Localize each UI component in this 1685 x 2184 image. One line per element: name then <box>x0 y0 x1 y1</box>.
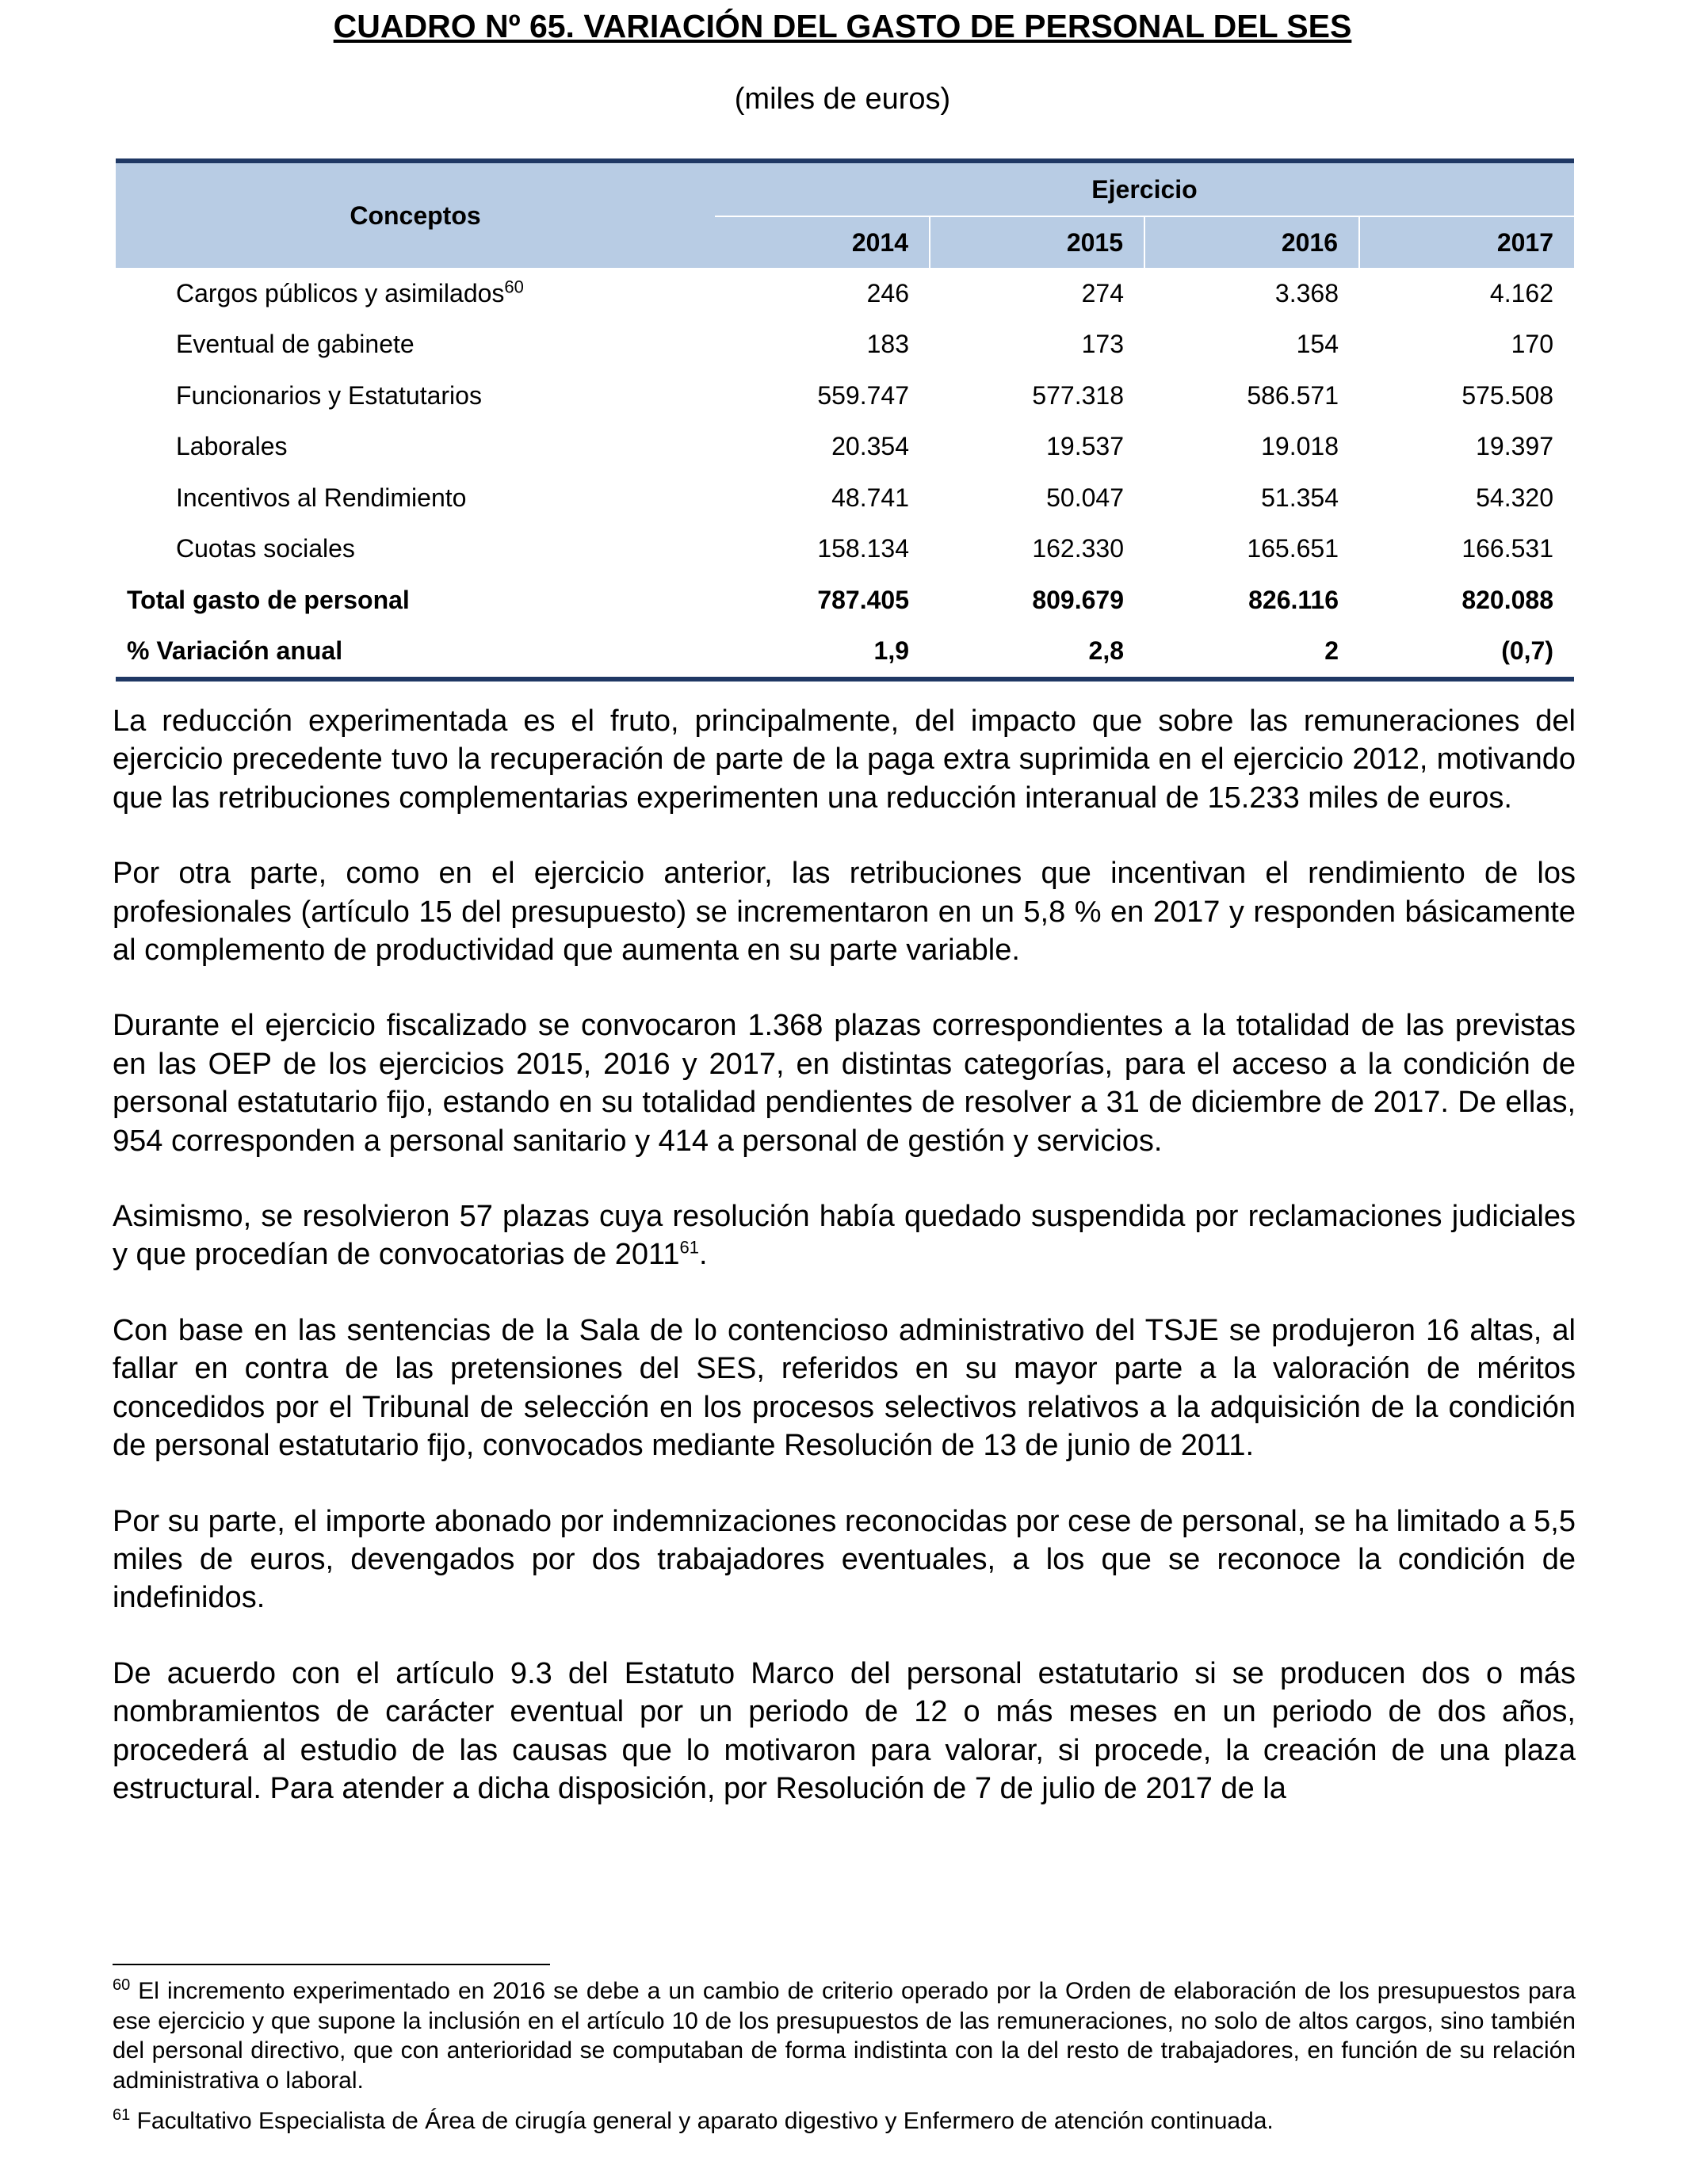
cell-value: 274 <box>1081 278 1124 307</box>
cell-value: 559.747 <box>817 380 909 410</box>
table-subtitle: (miles de euros) <box>734 82 951 116</box>
cell-value: 183 <box>866 330 909 359</box>
cell-value: 165.651 <box>1247 534 1339 563</box>
cell-value: 20.354 <box>831 432 909 461</box>
cell-value: 166.531 <box>1461 534 1553 563</box>
cell-value: 19.397 <box>1476 432 1553 461</box>
cell-value: 50.047 <box>1046 483 1124 512</box>
expense-table <box>116 163 1574 677</box>
footnote-ref: 60 <box>504 277 524 297</box>
cell-value: 51.354 <box>1261 483 1339 512</box>
cell-value: 154 <box>1296 330 1339 359</box>
row-label: Laborales <box>176 432 288 461</box>
footnote-separator <box>113 1964 550 1965</box>
cell-value: 820.088 <box>1461 585 1553 614</box>
header-year: 2017 <box>1359 216 1574 268</box>
cell-value: 575.508 <box>1461 380 1553 410</box>
paragraph-tail: . <box>698 1238 708 1272</box>
cell-value: 1,9 <box>873 636 909 666</box>
table-row <box>116 370 1574 422</box>
header-concepts: Conceptos <box>116 163 715 268</box>
cell-value: 826.116 <box>1248 585 1339 614</box>
body-text <box>113 702 1576 1845</box>
cell-value: 4.162 <box>1489 278 1553 307</box>
row-label: % Variación anual <box>127 636 343 666</box>
paragraph-text: Asimismo, se resolvieron 57 plazas cuya resolución había quedado suspendida por reclamaciones judiciales y que procedían de convocatorias de 2011 <box>113 1200 1576 1272</box>
table-bottom-rule <box>116 677 1574 682</box>
table-row <box>116 268 1574 319</box>
row-label: Cuotas sociales <box>176 534 355 563</box>
cell-value: 173 <box>1081 330 1124 359</box>
cell-value: 3.368 <box>1274 278 1339 307</box>
footnote-mark: 61 <box>113 2106 131 2124</box>
footnote-ref: 61 <box>679 1237 699 1258</box>
footnote-text: El incremento experimentado en 2016 se debe a un cambio de criterio operado por la Orden de elaboración de los presupuestos para ese ejercicio y que supone la inclusión en el artículo 10 de los presupuestos de las remuneraciones, no solo de altos cargos, sino también del personal directivo, que con anterioridad se computaban de forma indistinta con la del resto de trabajadores, en función de su relación administrativa o laboral. <box>113 1978 1576 2094</box>
row-label <box>116 268 715 319</box>
paragraph: Con base en las sentencias de la Sala de lo contencioso administrativo del TSJE se produjeron 16 altas, al fallar en contra de las pretensiones del SES, referidos en su mayor parte a la valoración de méritos concedidos por el Tribunal de selección en los procesos selectivos relativos a la adquisición de la condición de personal estatutario fijo, convocados mediante Resolución de 13 de junio de 2011. <box>113 1313 1576 1463</box>
cell-value: 577.318 <box>1032 380 1124 410</box>
footnote <box>113 2106 1576 2136</box>
footnotes <box>113 1976 1576 2148</box>
header-ejercicio: Ejercicio <box>715 163 1574 216</box>
row-label: Funcionarios y Estatutarios <box>176 380 482 410</box>
cell-value: 2,8 <box>1088 636 1124 666</box>
cell-value: 54.320 <box>1476 483 1553 512</box>
expense-table-container <box>116 158 1574 682</box>
table-title: CUADRO Nº 65. VARIACIÓN DEL GASTO DE PERSONAL DEL SES <box>333 8 1352 44</box>
cell-value: 246 <box>866 278 909 307</box>
footnote-mark: 60 <box>113 1976 131 1994</box>
header-year: 2016 <box>1144 216 1359 268</box>
footnote <box>113 1976 1576 2095</box>
cell-value: 162.330 <box>1032 534 1124 563</box>
cell-value: 19.537 <box>1046 432 1124 461</box>
table-row <box>116 422 1574 473</box>
paragraph <box>113 1197 1576 1274</box>
header-year: 2015 <box>930 216 1144 268</box>
paragraph: De acuerdo con el artículo 9.3 del Estatuto Marco del personal estatutario si se producen dos o más nombramientos de carácter eventual por un periodo de 12 o más meses en un periodo de dos años, procederá al estudio de las causas que lo motivaron para valorar, si procede, la creación de una plaza estructural. Para atender a dicha disposición, por Resolución de 7 de julio de 2017 de la <box>113 1656 1576 1805</box>
row-label: Total gasto de personal <box>127 585 410 614</box>
cell-value: 170 <box>1511 330 1553 359</box>
paragraph: La reducción experimentada es el fruto, principalmente, del impacto que sobre las remuneraciones del ejercicio precedente tuvo la recuperación de parte de la paga extra suprimida en el ejercicio 2012, motivando que las retribuciones complementarias experimenten una reducción interanual de 15.233 miles de euros. <box>113 704 1576 815</box>
total-row <box>116 575 1574 626</box>
paragraph: Por su parte, el importe abonado por indemnizaciones reconocidas por cese de personal, se ha limitado a 5,5 miles de euros, devengados por dos trabajadores eventuales, a los que se reconoce la condición de indefinidos. <box>113 1504 1576 1615</box>
row-label: Incentivos al Rendimiento <box>176 483 467 512</box>
table-row <box>116 524 1574 575</box>
footnote-text: Facultativo Especialista de Área de cirugía general y aparato digestivo y Enfermero de atención continuada. <box>130 2108 1274 2134</box>
variation-row <box>116 626 1574 678</box>
cell-value: 48.741 <box>831 483 909 512</box>
cell-value: 787.405 <box>817 585 909 614</box>
table-row <box>116 472 1574 524</box>
row-label-text: Cargos públicos y asimilados <box>176 278 505 307</box>
cell-value: 158.134 <box>817 534 909 563</box>
cell-value: 19.018 <box>1261 432 1339 461</box>
cell-value: (0,7) <box>1501 636 1553 666</box>
table-row <box>116 319 1574 371</box>
row-label: Eventual de gabinete <box>176 330 415 359</box>
cell-value: 586.571 <box>1247 380 1339 410</box>
cell-value: 809.679 <box>1032 585 1124 614</box>
paragraph: Durante el ejercicio fiscalizado se convocaron 1.368 plazas correspondientes a la totalidad de las previstas en las OEP de los ejercicios 2015, 2016 y 2017, en distintas categorías, para el acceso a la condición de personal estatutario fijo, estando en su totalidad pendientes de resolver a 31 de diciembre de 2017. De ellas, 954 corresponden a personal sanitario y 414 a personal de gestión y servicios. <box>113 1009 1576 1158</box>
paragraph: Por otra parte, como en el ejercicio anterior, las retribuciones que incentivan el rendimiento de los profesionales (artículo 15 del presupuesto) se incrementaron en un 5,8 % en 2017 y responden básicamente al complemento de productividad que aumenta en su parte variable. <box>113 857 1576 968</box>
cell-value: 2 <box>1324 636 1339 666</box>
header-year: 2014 <box>715 216 930 268</box>
